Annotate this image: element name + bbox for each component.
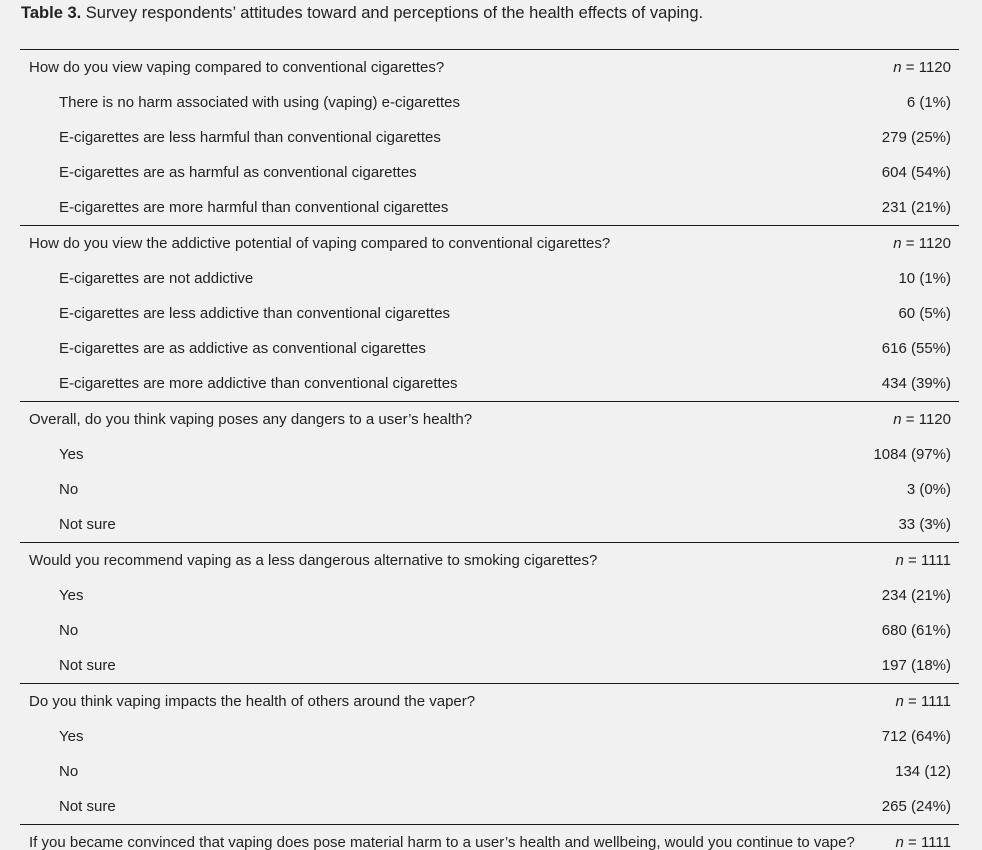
answer-count: 234 (21%) [881, 587, 951, 604]
answer-row [20, 648, 959, 683]
answer-row [20, 85, 959, 120]
sample-size-symbol: n [893, 59, 902, 76]
answer-count: 33 (3%) [898, 516, 951, 533]
answer-label: E-cigarettes are not addictive [59, 270, 254, 287]
answer-row [20, 155, 959, 190]
question-row [20, 825, 959, 850]
question-row [20, 543, 959, 578]
answer-row [20, 789, 959, 824]
question-text: Overall, do you think vaping poses any dangers to a user’s health? [29, 411, 473, 428]
question-text: If you became convinced that vaping does pose material harm to a user’s health and wellbeing, would you continue to vape? [29, 834, 855, 850]
answer-count: 6 (1%) [906, 94, 951, 111]
answer-row [20, 190, 959, 225]
answer-label: E-cigarettes are more addictive than conventional cigarettes [59, 375, 458, 392]
sample-size-symbol: n [893, 411, 902, 428]
answer-row [20, 296, 959, 331]
answer-row [20, 472, 959, 507]
answer-count: 60 (5%) [898, 305, 951, 322]
sample-size-symbol: n [893, 235, 902, 252]
question-row [20, 402, 959, 437]
answer-row [20, 437, 959, 472]
question-text: How do you view the addictive potential of vaping compared to conventional cigarettes? [29, 235, 611, 252]
sample-size [896, 543, 951, 578]
answer-count: 197 (18%) [881, 657, 951, 674]
answer-label: No [59, 763, 79, 780]
answer-row [20, 754, 959, 789]
answer-row [20, 366, 959, 401]
table-label: Table 3. [21, 4, 82, 22]
table-section [20, 226, 959, 402]
sample-size-value: = 1111 [903, 834, 951, 850]
answer-label: Not sure [59, 798, 116, 815]
answer-label: Not sure [59, 657, 116, 674]
table-section [20, 50, 959, 226]
answer-row [20, 613, 959, 648]
answer-label: Not sure [59, 516, 116, 533]
sample-size [896, 825, 951, 850]
table-body [20, 50, 959, 850]
table-caption-text: Survey respondents’ attitudes toward and perceptions of the health effects of vaping. [81, 4, 704, 22]
answer-label: E-cigarettes are less addictive than conventional cigarettes [59, 305, 451, 322]
answer-count: 1084 (97%) [873, 446, 951, 463]
table-section [20, 684, 959, 825]
sample-size-value: = 1111 [903, 552, 951, 569]
answer-label: No [59, 481, 79, 498]
answer-count: 265 (24%) [881, 798, 951, 815]
answer-count: 3 (0%) [906, 481, 951, 498]
answer-count: 680 (61%) [881, 622, 951, 639]
table-section [20, 825, 959, 850]
question-row [20, 684, 959, 719]
answer-count: 279 (25%) [881, 129, 951, 146]
sample-size-symbol: n [895, 834, 904, 850]
sample-size [893, 50, 951, 85]
sample-size-symbol: n [895, 693, 904, 710]
sample-size [896, 684, 951, 719]
sample-size-value: = 1120 [901, 59, 951, 76]
sample-size-value: = 1111 [903, 693, 951, 710]
answer-count: 434 (39%) [881, 375, 951, 392]
answer-count: 604 (54%) [881, 164, 951, 181]
question-row [20, 226, 959, 261]
answer-row [20, 331, 959, 366]
answer-label: E-cigarettes are as harmful as conventional cigarettes [59, 164, 417, 181]
answer-row [20, 120, 959, 155]
answer-count: 712 (64%) [881, 728, 951, 745]
sample-size-value: = 1120 [901, 411, 951, 428]
sample-size-value: = 1120 [901, 235, 951, 252]
answer-count: 616 (55%) [881, 340, 951, 357]
question-row [20, 50, 959, 85]
answer-label: Yes [59, 728, 84, 745]
answer-count: 134 (12) [895, 763, 951, 780]
table-section [20, 402, 959, 543]
sample-size [893, 402, 951, 437]
answer-label: E-cigarettes are less harmful than conventional cigarettes [59, 129, 441, 146]
answer-label: There is no harm associated with using (vaping) e-cigarettes [59, 94, 461, 111]
answer-row [20, 507, 959, 542]
table-caption [21, 4, 703, 23]
sample-size-symbol: n [895, 552, 904, 569]
question-text: Would you recommend vaping as a less dangerous alternative to smoking cigarettes? [29, 552, 598, 569]
sample-size [893, 226, 951, 261]
table-section [20, 543, 959, 684]
answer-count: 10 (1%) [898, 270, 951, 287]
survey-table [20, 49, 959, 850]
answer-row [20, 578, 959, 613]
answer-label: Yes [59, 446, 84, 463]
question-text: How do you view vaping compared to conventional cigarettes? [29, 59, 445, 76]
answer-count: 231 (21%) [881, 199, 951, 216]
answer-label: No [59, 622, 79, 639]
answer-row [20, 261, 959, 296]
answer-label: E-cigarettes are as addictive as conventional cigarettes [59, 340, 426, 357]
answer-label: E-cigarettes are more harmful than conventional cigarettes [59, 199, 449, 216]
answer-label: Yes [59, 587, 84, 604]
answer-row [20, 719, 959, 754]
question-text: Do you think vaping impacts the health of others around the vaper? [29, 693, 476, 710]
